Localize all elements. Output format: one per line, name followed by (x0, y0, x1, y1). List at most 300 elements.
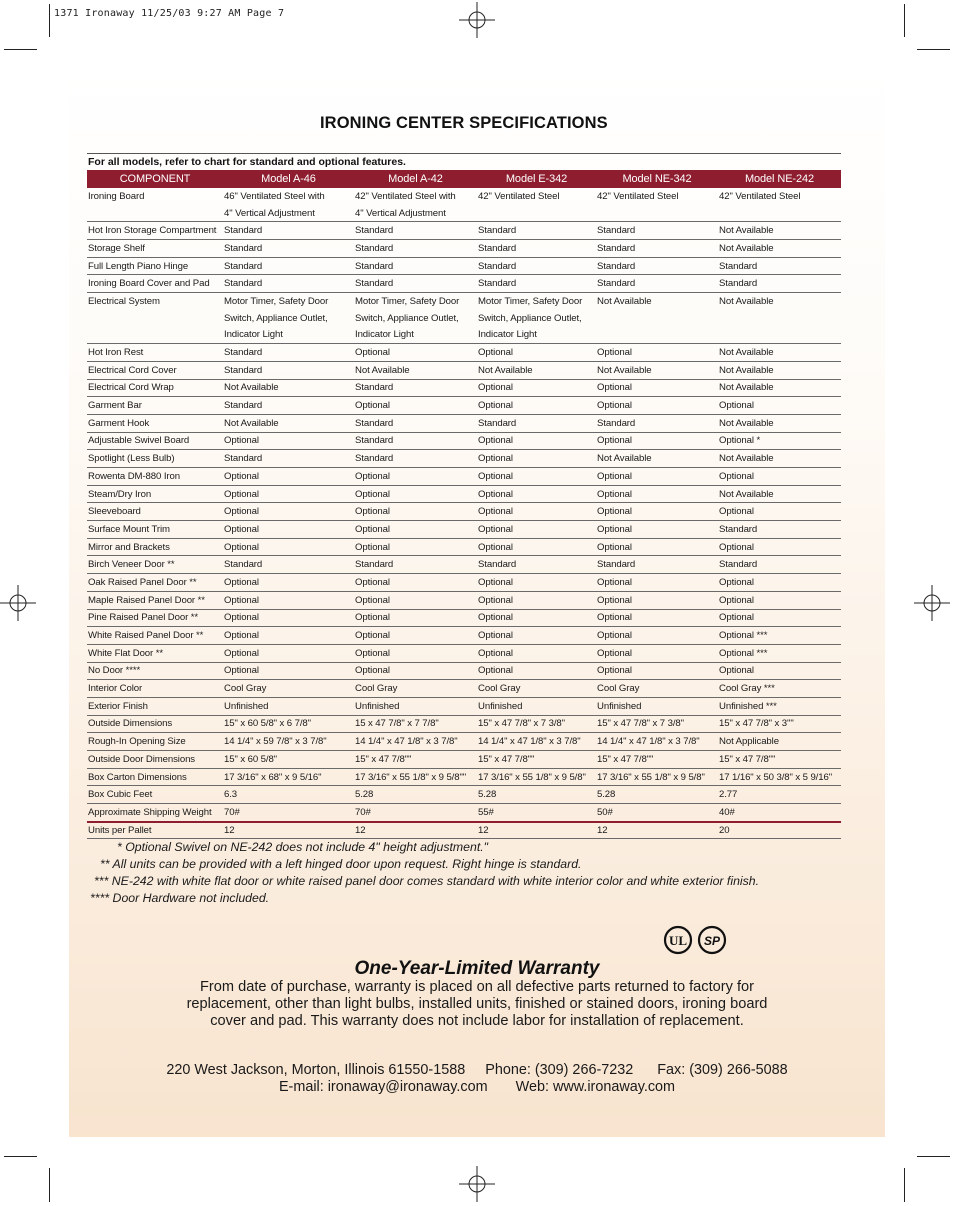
cell-model-a-46: Standard (223, 450, 354, 468)
cell-model-ne-342: Optional (596, 574, 718, 592)
cell-model-a-42: Optional (354, 644, 477, 662)
cell-model-a-42: Optional (354, 521, 477, 539)
cell-model-a-46: Optional (223, 627, 354, 645)
cell-model-e-342: Standard (477, 275, 596, 293)
cell-model-ne-242 (718, 310, 841, 327)
cell-model-ne-242: Optional * (718, 432, 841, 450)
cell-model-a-42: 70# (354, 804, 477, 822)
cell-model-ne-342: Unfinished (596, 697, 718, 715)
cell-component: Electrical System (88, 295, 160, 307)
ul-listed-mark-icon (663, 925, 693, 955)
cell-model-a-46: Optional (223, 591, 354, 609)
crop-mark (49, 1168, 50, 1202)
cell-model-e-342: Cool Gray (477, 680, 596, 698)
cell-model-a-46: Optional (223, 432, 354, 450)
cell-model-ne-342: Optional (596, 627, 718, 645)
table-row (87, 538, 841, 556)
cell-model-ne-342: 14 1/4" x 47 1/8" x 3 7/8" (596, 733, 718, 751)
cell-model-a-46: Optional (223, 503, 354, 521)
table-row (87, 521, 841, 539)
cell-model-ne-342 (596, 310, 718, 327)
cell-model-a-42: 15" x 47 7/8"" (354, 751, 477, 769)
cell-model-a-46: 15" x 60 5/8" (223, 751, 354, 769)
cell-model-a-42: Optional (354, 503, 477, 521)
cell-component: Ironing Board Cover and Pad (87, 275, 223, 293)
cell-model-ne-342: Optional (596, 662, 718, 680)
divider (87, 153, 841, 154)
footnote: **** Door Hardware not included. (90, 891, 270, 905)
cell-component: Pine Raised Panel Door ** (87, 609, 223, 627)
cell-model-e-342: Unfinished (477, 697, 596, 715)
cell-model-a-42: Motor Timer, Safety Door (355, 295, 460, 307)
cell-model-ne-342: Standard (596, 414, 718, 432)
cell-model-ne-242: Optional (718, 591, 841, 609)
cell-component: Rowenta DM-880 Iron (87, 468, 223, 486)
cell-component: Exterior Finish (87, 697, 223, 715)
cell-model-a-42: Standard (354, 450, 477, 468)
cell-model-a-46: Standard (223, 222, 354, 240)
cell-component: Interior Color (87, 680, 223, 698)
cell-model-a-46: Standard (223, 556, 354, 574)
cell-model-ne-342: 15" x 47 7/8"" (596, 751, 718, 769)
cell-model-ne-242: Standard (718, 556, 841, 574)
column-header-model-a-42: Model A-42 (354, 170, 477, 188)
ul-mark-text: UL (668, 933, 688, 948)
cell-model-e-342: Optional (477, 644, 596, 662)
cell-model-ne-342: Optional (596, 609, 718, 627)
cell-model-ne-242: 42" Ventilated Steel (719, 190, 801, 202)
cell-model-a-42: Unfinished (354, 697, 477, 715)
cell-model-ne-342: 15" x 47 7/8" x 7 3/8" (596, 715, 718, 733)
cell-component: Outside Dimensions (87, 715, 223, 733)
cell-model-ne-242: Optional (718, 468, 841, 486)
cell-component: Sleeveboard (87, 503, 223, 521)
cell-model-a-42: Optional (354, 538, 477, 556)
cell-model-a-46: 12 (223, 821, 354, 839)
cell-component: Electrical Cord Wrap (87, 379, 223, 397)
table-row (87, 786, 841, 804)
cell-model-ne-342: Standard (596, 556, 718, 574)
table-header-row (87, 170, 841, 188)
cell-model-a-42: Optional (354, 468, 477, 486)
cell-model-a-42: Optional (354, 591, 477, 609)
cell-model-a-46: Optional (223, 468, 354, 486)
cell-model-ne-242: Cool Gray *** (718, 680, 841, 698)
cell-model-ne-342: Optional (596, 379, 718, 397)
table-row (87, 275, 841, 293)
cell-model-ne-242: Not Available (718, 344, 841, 362)
cell-model-ne-242: Optional *** (718, 627, 841, 645)
registration-mark-icon (0, 585, 36, 621)
cell-model-a-42: Standard (354, 222, 477, 240)
cell-model-ne-242: Not Available (718, 361, 841, 379)
cell-model-ne-342: Optional (596, 538, 718, 556)
crop-mark (49, 4, 50, 37)
cell-component: Surface Mount Trim (87, 521, 223, 539)
cell-model-a-46: 17 3/16" x 68" x 9 5/16" (223, 768, 354, 786)
cell-model-ne-242: Unfinished *** (718, 697, 841, 715)
table-row (87, 556, 841, 574)
cell-component: Spotlight (Less Bulb) (87, 450, 223, 468)
cell-model-a-42: 14 1/4" x 47 1/8" x 3 7/8" (354, 733, 477, 751)
table-row (87, 644, 841, 662)
cell-model-ne-242: 15" x 47 7/8"" (718, 751, 841, 769)
cell-model-a-42: Standard (354, 432, 477, 450)
cell-model-a-46: Indicator Light (223, 327, 354, 344)
table-row (87, 293, 841, 310)
cell-model-e-342: Motor Timer, Safety Door (478, 295, 583, 307)
cell-model-a-46: Motor Timer, Safety Door (224, 295, 329, 307)
cell-model-e-342: Switch, Appliance Outlet, (478, 312, 582, 324)
table-row (87, 485, 841, 503)
cell-model-a-42: Indicator Light (354, 327, 477, 344)
cell-model-e-342: Optional (477, 627, 596, 645)
cell-model-e-342 (477, 205, 596, 222)
cell-model-ne-342: Optional (596, 591, 718, 609)
cell-component: White Raised Panel Door ** (87, 627, 223, 645)
table-row (87, 327, 841, 344)
cell-model-a-42: 5.28 (354, 786, 477, 804)
cell-component: Storage Shelf (87, 240, 223, 258)
cell-model-a-46: Optional (223, 662, 354, 680)
cell-component: Maple Raised Panel Door ** (87, 591, 223, 609)
table-row (87, 662, 841, 680)
cell-model-ne-242: Not Available (718, 222, 841, 240)
cell-model-a-42: Optional (354, 344, 477, 362)
phone-number: Phone: (309) 266-7232 (485, 1062, 634, 1078)
cell-model-a-42: Optional (354, 662, 477, 680)
cell-model-ne-342: Not Available (596, 450, 718, 468)
cell-model-e-342: Standard (477, 556, 596, 574)
cell-model-ne-342: Not Available (597, 295, 652, 307)
cell-component: Hot Iron Rest (87, 344, 223, 362)
footnote: *** NE-242 with white flat door or white raised panel door comes standard with white interior color and white exterior finish. (94, 874, 760, 888)
registration-mark-icon (914, 585, 950, 621)
cell-component: Outside Door Dimensions (87, 751, 223, 769)
cell-component: Full Length Piano Hinge (87, 257, 223, 275)
cell-component: Ironing Board (88, 190, 145, 202)
cell-model-e-342: Optional (477, 521, 596, 539)
cell-model-e-342: Optional (477, 450, 596, 468)
website: Web: www.ironaway.com (515, 1079, 676, 1095)
cell-model-ne-242: Not Available (718, 379, 841, 397)
table-row (87, 344, 841, 362)
column-header-model-ne-242: Model NE-242 (718, 170, 841, 188)
warranty-text: cover and pad. This warranty does not include labor for installation of replacement. (210, 1013, 744, 1029)
table-row (87, 240, 841, 258)
crop-mark (917, 1156, 950, 1157)
cell-component: Garment Hook (87, 414, 223, 432)
cell-model-a-42: Standard (354, 556, 477, 574)
contact-line-online (0, 1079, 954, 1095)
cell-model-ne-342: Optional (596, 468, 718, 486)
cell-model-a-46: Optional (223, 574, 354, 592)
cell-model-a-46: Optional (223, 609, 354, 627)
cell-model-ne-242: Optional *** (718, 644, 841, 662)
cell-model-e-342: Optional (477, 591, 596, 609)
crop-mark (917, 49, 950, 50)
cell-model-a-42: Switch, Appliance Outlet, (355, 312, 459, 324)
table-row (87, 188, 841, 205)
table-row (87, 432, 841, 450)
csa-mark-icon (697, 925, 727, 955)
cell-component: Steam/Dry Iron (87, 485, 223, 503)
cell-model-e-342: Optional (477, 538, 596, 556)
cell-model-a-46: 15" x 60 5/8" x 6 7/8" (223, 715, 354, 733)
cell-model-e-342: Optional (477, 574, 596, 592)
crop-mark (904, 1168, 905, 1202)
cell-model-ne-342: Optional (596, 485, 718, 503)
table-row (87, 257, 841, 275)
cell-model-ne-342: Optional (596, 644, 718, 662)
cell-model-ne-342: Optional (596, 503, 718, 521)
cell-model-a-42: 15 x 47 7/8" x 7 7/8" (354, 715, 477, 733)
cell-model-e-342: Not Available (477, 361, 596, 379)
cell-model-a-46: Optional (223, 521, 354, 539)
cell-model-a-42: Standard (354, 275, 477, 293)
cell-model-ne-242: Standard (718, 521, 841, 539)
table-row (87, 397, 841, 415)
csa-mark-text: SP (703, 934, 721, 948)
column-header-model-a-46: Model A-46 (223, 170, 354, 188)
table-row (87, 768, 841, 786)
cell-model-a-46: Cool Gray (223, 680, 354, 698)
cell-model-e-342: Standard (477, 257, 596, 275)
cell-model-ne-342: 50# (596, 804, 718, 822)
cell-component: No Door **** (87, 662, 223, 680)
table-row (87, 379, 841, 397)
cell-model-ne-242: 40# (718, 804, 841, 822)
cell-component: Adjustable Swivel Board (87, 432, 223, 450)
fax-number: Fax: (309) 266-5088 (657, 1062, 788, 1078)
cell-component: Box Cubic Feet (87, 786, 223, 804)
cell-model-ne-242 (718, 327, 841, 344)
cell-model-a-46: Standard (223, 275, 354, 293)
cell-component: Approximate Shipping Weight (87, 804, 223, 822)
cell-model-ne-342 (596, 327, 718, 344)
cell-model-ne-342: 5.28 (596, 786, 718, 804)
cell-model-a-46: Standard (223, 240, 354, 258)
cell-model-e-342: 14 1/4" x 47 1/8" x 3 7/8" (477, 733, 596, 751)
table-row (87, 450, 841, 468)
cell-model-a-46: 14 1/4" x 59 7/8" x 3 7/8" (223, 733, 354, 751)
cell-model-ne-342: Standard (596, 222, 718, 240)
email-address: E-mail: ironaway@ironaway.com (278, 1079, 488, 1095)
cell-model-e-342: 17 3/16" x 55 1/8" x 9 5/8" (477, 768, 596, 786)
cell-model-e-342: Optional (477, 485, 596, 503)
table-body (87, 188, 841, 839)
cell-model-a-46: Not Available (223, 379, 354, 397)
cell-model-e-342: Optional (477, 468, 596, 486)
cell-component: Oak Raised Panel Door ** (87, 574, 223, 592)
table-row (87, 821, 841, 839)
printer-slug: 1371 Ironaway 11/25/03 9:27 AM Page 7 (54, 8, 285, 19)
cell-model-a-46: Standard (223, 361, 354, 379)
cell-model-e-342: Optional (477, 344, 596, 362)
column-header-model-e-342: Model E-342 (477, 170, 596, 188)
cell-model-a-42: 17 3/16" x 55 1/8" x 9 5/8"" (354, 768, 477, 786)
cell-model-ne-342: Optional (596, 344, 718, 362)
warranty-text: replacement, other than light bulbs, installed units, finished or stained doors, ironing board (186, 996, 768, 1012)
cell-model-ne-242: Not Applicable (718, 733, 841, 751)
cell-model-e-342: 5.28 (477, 786, 596, 804)
cell-component: Units per Pallet (87, 821, 223, 839)
cell-model-a-46: 46" Ventilated Steel with (224, 190, 325, 202)
cell-model-a-46: Not Available (223, 414, 354, 432)
cell-model-a-46: 70# (223, 804, 354, 822)
cell-model-ne-342: Optional (596, 397, 718, 415)
cell-component: Birch Veneer Door ** (87, 556, 223, 574)
cell-model-ne-242: Not Available (719, 295, 774, 307)
crop-mark (904, 4, 905, 37)
table-row (87, 574, 841, 592)
column-header-model-ne-342: Model NE-342 (596, 170, 718, 188)
cell-component: White Flat Door ** (87, 644, 223, 662)
registration-mark-icon (459, 1166, 495, 1202)
cell-component: Hot Iron Storage Compartment (87, 222, 223, 240)
cell-model-a-46: Optional (223, 644, 354, 662)
cell-model-a-42: Standard (354, 240, 477, 258)
cell-model-e-342: Standard (477, 240, 596, 258)
cell-model-ne-342: 42" Ventilated Steel (597, 190, 679, 202)
divider (87, 821, 841, 823)
cell-model-e-342: 55# (477, 804, 596, 822)
address: 220 West Jackson, Morton, Illinois 61550-1588 (166, 1062, 466, 1078)
cell-component (87, 327, 223, 344)
cell-component: Garment Bar (87, 397, 223, 415)
cell-model-ne-342: Standard (596, 275, 718, 293)
cell-model-ne-342: Not Available (596, 361, 718, 379)
cell-model-ne-242: Not Available (718, 450, 841, 468)
table-row (87, 468, 841, 486)
table-row (87, 310, 841, 327)
cell-model-ne-342: 17 3/16" x 55 1/8" x 9 5/8" (596, 768, 718, 786)
cell-model-ne-242: Optional (718, 503, 841, 521)
cell-model-a-46: 6.3 (223, 786, 354, 804)
cell-model-ne-242: Not Available (718, 414, 841, 432)
cell-model-e-342: 15" x 47 7/8" x 7 3/8" (477, 715, 596, 733)
table-row (87, 609, 841, 627)
cell-component: Electrical Cord Cover (87, 361, 223, 379)
cell-model-ne-242: 15" x 47 7/8" x 3"" (718, 715, 841, 733)
table-row (87, 503, 841, 521)
cell-model-a-46: Standard (223, 397, 354, 415)
warranty-title: One-Year-Limited Warranty (354, 958, 600, 979)
warranty-text: From date of purchase, warranty is placed on all defective parts returned to factory for (199, 979, 755, 995)
cell-model-ne-242: 20 (718, 821, 841, 839)
cell-model-ne-342: Standard (596, 240, 718, 258)
table-row (87, 680, 841, 698)
cell-model-e-342: Optional (477, 379, 596, 397)
cell-model-a-46: Optional (223, 485, 354, 503)
cell-model-a-46: Optional (223, 538, 354, 556)
cell-model-ne-242: Not Available (718, 485, 841, 503)
cell-model-a-46: Unfinished (223, 697, 354, 715)
cell-model-a-42: Optional (354, 485, 477, 503)
cell-model-ne-342: Standard (596, 257, 718, 275)
cell-model-ne-242: Standard (718, 257, 841, 275)
cell-model-a-42: 4" Vertical Adjustment (354, 205, 477, 222)
cell-model-a-42: Optional (354, 397, 477, 415)
cell-component (87, 310, 223, 327)
cell-model-e-342: Optional (477, 503, 596, 521)
cell-model-e-342: 12 (477, 821, 596, 839)
cell-model-ne-242: 2.77 (718, 786, 841, 804)
table-row (87, 205, 841, 222)
cell-model-ne-242: Standard (718, 275, 841, 293)
table-row (87, 715, 841, 733)
cell-model-ne-342: Optional (596, 432, 718, 450)
table-row (87, 361, 841, 379)
crop-mark (4, 49, 37, 50)
table-row (87, 627, 841, 645)
footnote: ** All units can be provided with a left hinged door upon request. Right hinge is standard. (100, 857, 582, 871)
crop-mark (4, 1156, 37, 1157)
cell-model-e-342: Standard (477, 414, 596, 432)
table-row (87, 804, 841, 822)
cell-component: Rough-In Opening Size (87, 733, 223, 751)
cell-model-a-42: Standard (354, 414, 477, 432)
cell-model-a-42: Optional (354, 609, 477, 627)
cell-model-e-342: Optional (477, 609, 596, 627)
cell-model-ne-342: 12 (596, 821, 718, 839)
intro-note: For all models, refer to chart for standard and optional features. (88, 156, 406, 168)
cell-model-a-46: Switch, Appliance Outlet, (224, 312, 328, 324)
cell-model-e-342: 42" Ventilated Steel (478, 190, 560, 202)
cell-model-ne-342 (596, 205, 718, 222)
table-row (87, 697, 841, 715)
cell-model-ne-242: Not Available (718, 240, 841, 258)
cell-model-e-342: Optional (477, 397, 596, 415)
column-header-component: COMPONENT (87, 170, 223, 188)
cell-model-ne-242: Optional (718, 574, 841, 592)
cell-model-a-42: 42" Ventilated Steel with (355, 190, 456, 202)
cell-model-a-42: Optional (354, 627, 477, 645)
cell-model-a-42: Optional (354, 574, 477, 592)
page-title: IRONING CENTER SPECIFICATIONS (320, 114, 608, 132)
cell-model-ne-242: Optional (718, 397, 841, 415)
cell-component: Box Carton Dimensions (87, 768, 223, 786)
table-row (87, 591, 841, 609)
registration-mark-icon (459, 2, 495, 38)
cell-model-a-42: Not Available (354, 361, 477, 379)
cell-component (87, 205, 223, 222)
cell-model-ne-242: Optional (718, 662, 841, 680)
cell-model-a-46: Standard (223, 344, 354, 362)
cell-model-ne-242 (718, 205, 841, 222)
table-row (87, 414, 841, 432)
cell-model-a-46: Standard (223, 257, 354, 275)
cell-model-e-342: Indicator Light (477, 327, 596, 344)
table-row (87, 733, 841, 751)
cell-component: Mirror and Brackets (87, 538, 223, 556)
cell-model-ne-342: Cool Gray (596, 680, 718, 698)
footnote: * Optional Swivel on NE-242 does not include 4" height adjustment." (117, 840, 489, 854)
table-row (87, 751, 841, 769)
cell-model-e-342: Optional (477, 662, 596, 680)
cell-model-a-42: Standard (354, 257, 477, 275)
cell-model-ne-242: 17 1/16" x 50 3/8" x 5 9/16" (718, 768, 841, 786)
contact-line-address (0, 1062, 954, 1078)
cell-model-a-46: 4" Vertical Adjustment (223, 205, 354, 222)
cell-model-a-42: Standard (354, 379, 477, 397)
cell-model-a-42: 12 (354, 821, 477, 839)
cell-model-e-342: 15" x 47 7/8"" (477, 751, 596, 769)
cell-model-ne-242: Optional (718, 609, 841, 627)
specifications-table (87, 170, 841, 839)
cell-model-e-342: Standard (477, 222, 596, 240)
table-row (87, 222, 841, 240)
